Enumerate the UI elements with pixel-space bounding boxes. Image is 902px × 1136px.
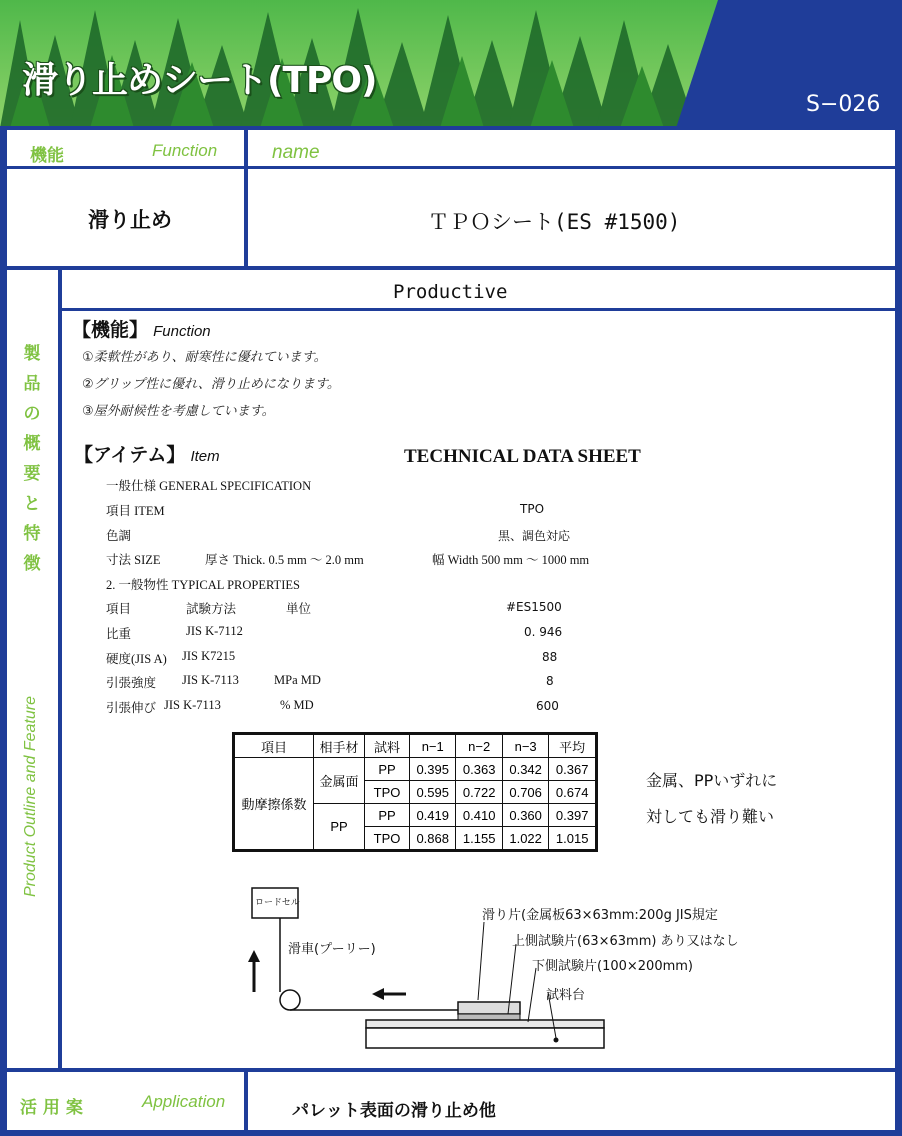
vertical-char: 特 xyxy=(23,524,41,544)
item-heading xyxy=(74,440,220,467)
spec-color-label: 色調 xyxy=(106,529,132,543)
property-method: JIS K-7113 xyxy=(182,673,239,687)
property-value: 88 xyxy=(542,650,558,664)
friction-note-line-1: 金属、PPいずれに xyxy=(646,771,778,790)
divider-application-top xyxy=(0,1068,902,1072)
spec-item-label: 項目 ITEM xyxy=(106,504,165,518)
table-header-cell: n−1 xyxy=(410,734,456,758)
vertical-char: 要 xyxy=(23,464,41,484)
slider-block xyxy=(458,1002,520,1014)
test-stage xyxy=(366,1028,604,1048)
frame-right-border xyxy=(895,126,902,1136)
property-value: 8 xyxy=(546,674,554,688)
table-value-cell: 0.360 xyxy=(502,804,548,827)
upper-specimen xyxy=(458,1014,520,1020)
application-value: パレット表面の滑り止め他 xyxy=(292,1101,496,1121)
property-unit: MPa MD xyxy=(274,673,321,687)
table-sample-cell: PP xyxy=(365,804,410,827)
friction-coefficient-table xyxy=(232,732,598,852)
spec-size-thick: 厚さ Thick. 0.5 mm ～ 2.0 mm xyxy=(205,553,364,567)
diagram-load-cell-label: ロードセル xyxy=(255,898,300,908)
features-heading-en: Function xyxy=(153,323,211,340)
diagram-upper-label: 上側試験片(63×63mm) あり又はなし xyxy=(512,934,739,949)
table-value-cell: 0.419 xyxy=(410,804,456,827)
item-heading-en: Item xyxy=(190,448,220,465)
diagram-pulley-label: 滑車(プーリー) xyxy=(288,942,376,957)
property-method: JIS K-7112 xyxy=(186,624,243,638)
frame-bottom-border xyxy=(0,1130,902,1136)
property-value: 0. 946 xyxy=(524,625,563,639)
table-value-cell: 0.363 xyxy=(456,758,502,781)
table-header-cell: n−3 xyxy=(502,734,548,758)
features-heading-jp: 【機能】 xyxy=(72,319,149,341)
leader-line-lower xyxy=(528,968,536,1022)
general-spec-title: 一般仕様 GENERAL SPECIFICATION xyxy=(106,479,312,493)
divider-application-col xyxy=(244,1070,248,1132)
spec-size-label: 寸法 SIZE xyxy=(106,553,161,567)
feature-item-3: ③屋外耐候性を考慮しています。 xyxy=(82,404,275,419)
features-heading xyxy=(72,315,211,342)
divider-productive xyxy=(60,308,896,311)
property-unit: % MD xyxy=(280,698,314,712)
application-label-en: Application xyxy=(142,1092,226,1111)
table-value-cell: 0.706 xyxy=(502,781,548,804)
technical-data-sheet-title: TECHNICAL DATA SHEET xyxy=(404,446,641,467)
function-label-en: Function xyxy=(152,141,218,160)
feature-item-2: ②グリップ性に優れ、滑り止めになります。 xyxy=(82,377,340,392)
table-value-cell: 0.868 xyxy=(410,827,456,851)
vertical-char: と xyxy=(23,494,41,514)
table-header-cell: 項目 xyxy=(234,734,314,758)
left-arrow-head-icon xyxy=(372,988,384,1000)
document-code: S−026 xyxy=(806,92,881,117)
typical-properties-title: 2. 一般物性 TYPICAL PROPERTIES xyxy=(106,578,300,592)
leader-dot xyxy=(554,1038,559,1043)
vertical-char: 製 xyxy=(23,344,41,364)
property-name: 引張強度 xyxy=(106,676,157,690)
table-value-cell: 0.367 xyxy=(549,758,597,781)
table-value-cell: 0.342 xyxy=(502,758,548,781)
table-header-cell: 試料 xyxy=(365,734,410,758)
table-header-row xyxy=(234,734,597,758)
table-value-cell: 0.410 xyxy=(456,804,502,827)
table-sample-cell: TPO xyxy=(365,781,410,804)
friction-note-line-2: 対しても滑り難い xyxy=(646,807,775,826)
table-value-cell: 1.022 xyxy=(502,827,548,851)
table-sample-cell: TPO xyxy=(365,827,410,851)
table-value-cell: 0.395 xyxy=(410,758,456,781)
overview-vertical-label-jp xyxy=(20,342,44,576)
item-heading-jp: 【アイテム】 xyxy=(74,444,186,466)
property-method: JIS K-7113 xyxy=(164,698,221,712)
spec-item-value: TPO xyxy=(520,502,545,516)
table-mate-cell: PP xyxy=(314,804,365,851)
properties-col-unit: 単位 xyxy=(286,602,312,616)
productive-heading: Productive xyxy=(393,281,508,303)
property-name: 硬度(JIS A) xyxy=(106,652,167,666)
pulley-icon xyxy=(280,990,300,1010)
leader-line-slider xyxy=(478,922,484,1000)
table-header-cell: 平均 xyxy=(549,734,597,758)
page-title: 滑り止めシート(TPO) xyxy=(22,60,377,101)
table-value-cell: 0.595 xyxy=(410,781,456,804)
property-value: 600 xyxy=(536,699,559,713)
lower-specimen xyxy=(366,1020,604,1028)
property-name: 比重 xyxy=(106,627,132,641)
feature-item-1: ①柔軟性があり、耐寒性に優れています。 xyxy=(82,350,327,365)
divider-name-col xyxy=(244,128,248,268)
overview-vertical-label-en: Product Outline and Feature xyxy=(22,695,39,897)
divider-overview-top xyxy=(0,266,902,270)
name-label: name xyxy=(272,142,320,163)
table-mate-cell: 金属面 xyxy=(314,758,365,804)
diagram-slider-label: 滑り片(金属板63×63mm:200g JIS規定 xyxy=(482,908,718,923)
function-label-jp: 機能 xyxy=(30,146,64,166)
table-value-cell: 1.155 xyxy=(456,827,502,851)
table-value-cell: 1.015 xyxy=(549,827,597,851)
frame-top-border xyxy=(0,126,902,130)
vertical-char: 概 xyxy=(23,434,41,454)
up-arrow-head-icon xyxy=(248,950,260,962)
property-method: JIS K7215 xyxy=(182,649,236,663)
table-value-cell: 0.397 xyxy=(549,804,597,827)
table-header-cell: n−2 xyxy=(456,734,502,758)
table-value-cell: 0.722 xyxy=(456,781,502,804)
table-header-cell: 相手材 xyxy=(314,734,365,758)
table-sample-cell: PP xyxy=(365,758,410,781)
application-label-jp: 活 用 案 xyxy=(20,1098,83,1118)
property-name: 引張伸び xyxy=(106,701,157,715)
properties-col-method: 試験方法 xyxy=(186,602,237,616)
product-name-value: ＴＰＯシート(ES #1500) xyxy=(428,210,681,234)
spec-color-value: 黒、調色対応 xyxy=(498,529,571,543)
function-value: 滑り止め xyxy=(88,208,172,232)
properties-col-item: 項目 xyxy=(106,602,132,616)
diagram-stage-label: 試料台 xyxy=(546,988,586,1003)
vertical-char: 品 xyxy=(23,374,41,394)
divider-name-row xyxy=(0,166,902,169)
vertical-char: 徴 xyxy=(23,554,41,574)
header-banner xyxy=(0,0,902,128)
frame-left-border xyxy=(0,126,7,1136)
table-row xyxy=(234,758,597,781)
divider-overview-col xyxy=(58,268,62,1070)
properties-col-grade: #ES1500 xyxy=(506,600,562,614)
table-row-label: 動摩擦係数 xyxy=(234,758,314,851)
table-value-cell: 0.674 xyxy=(549,781,597,804)
diagram-lower-label: 下側試験片(100×200mm) xyxy=(532,959,693,974)
vertical-char: の xyxy=(23,404,41,424)
spec-size-width: 幅 Width 500 mm ～ 1000 mm xyxy=(432,553,590,567)
